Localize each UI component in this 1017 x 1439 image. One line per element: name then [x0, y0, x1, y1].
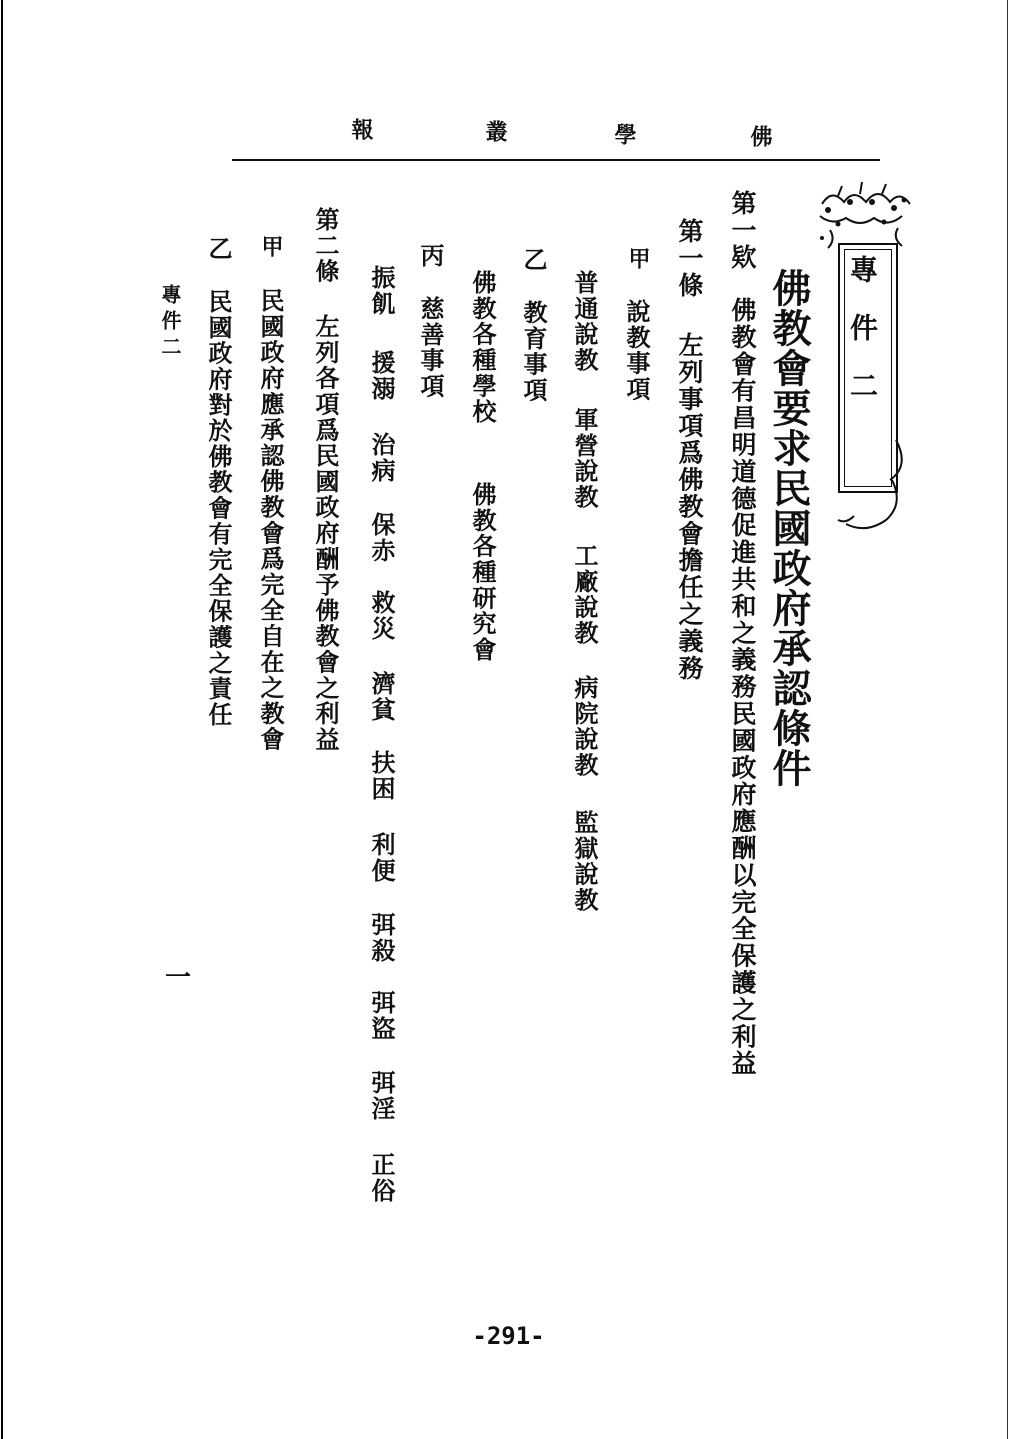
charity-item-7: 扶困 — [367, 750, 396, 802]
item-text-jia2: 民國政府應承認佛教會爲完全自在之教會 — [256, 288, 285, 753]
page-footer-label: 專件二 — [158, 284, 182, 362]
charity-item-1: 振飢 — [367, 265, 396, 317]
charity-item-3: 治病 — [367, 432, 396, 484]
charity-item-5: 救災 — [367, 590, 396, 642]
charity-item-2: 援溺 — [367, 350, 396, 402]
edu-item-1: 佛教各種學校 — [468, 270, 497, 425]
item-label-yi: 乙 — [519, 247, 548, 273]
header-char-2: 學 — [611, 123, 637, 145]
preach-item-1: 普通說教 — [570, 270, 599, 374]
document-title: 佛教會要求民國政府承認條件 — [766, 268, 812, 788]
charity-item-6: 濟貧 — [367, 671, 396, 723]
header-char-1: 佛 — [747, 125, 773, 147]
header-char-3: 叢 — [482, 120, 508, 142]
frame-label: 專件二 — [846, 255, 879, 429]
section-text-k1: 佛教會有昌明道德促進共和之義務民國政府應酬以完全保護之利益 — [728, 297, 757, 1078]
section-label-k1: 第一欵 — [728, 190, 757, 271]
item-label-jia: 甲 — [625, 247, 651, 271]
page-edge-right — [1007, 0, 1008, 1439]
item-text-yi: 教育事項 — [519, 300, 548, 404]
header-char-4: 報 — [348, 118, 374, 140]
page-footer-mark: 一 — [165, 963, 192, 993]
preach-item-4: 病院說教 — [570, 675, 599, 779]
clause-text-2: 左列各項爲民國政府酬予佛教會之利益 — [311, 314, 340, 753]
charity-item-8: 利便 — [367, 832, 396, 884]
charity-item-11: 弭淫 — [367, 1070, 396, 1122]
charity-item-12: 正俗 — [367, 1152, 396, 1204]
page-number: -291- — [472, 1322, 545, 1350]
item-text-yi2: 民國政府對於佛教會有完全保護之責任 — [204, 289, 233, 728]
header-rule — [232, 159, 880, 161]
charity-item-4: 保赤 — [367, 512, 396, 564]
item-text-bing: 慈善事項 — [416, 296, 445, 400]
page-edge-left — [1, 0, 3, 1439]
item-text-jia: 說教事項 — [622, 299, 651, 403]
clause-label-2: 第二條 — [311, 207, 340, 285]
edu-item-2: 佛教各種研究會 — [468, 482, 497, 663]
charity-item-10: 弭盜 — [367, 990, 396, 1042]
clause-label-1: 第一條 — [675, 218, 704, 299]
item-label-bing: 丙 — [416, 243, 445, 269]
preach-item-3: 工廠說教 — [570, 543, 599, 647]
item-label-jia2: 甲 — [258, 235, 284, 259]
item-label-yi2: 乙 — [204, 236, 233, 262]
preach-item-2: 軍營說教 — [570, 407, 599, 511]
clause-text-1: 左列事項爲佛教會擔任之義務 — [675, 332, 704, 682]
charity-item-9: 弭殺 — [367, 912, 396, 964]
preach-item-5: 監獄說教 — [570, 810, 599, 914]
